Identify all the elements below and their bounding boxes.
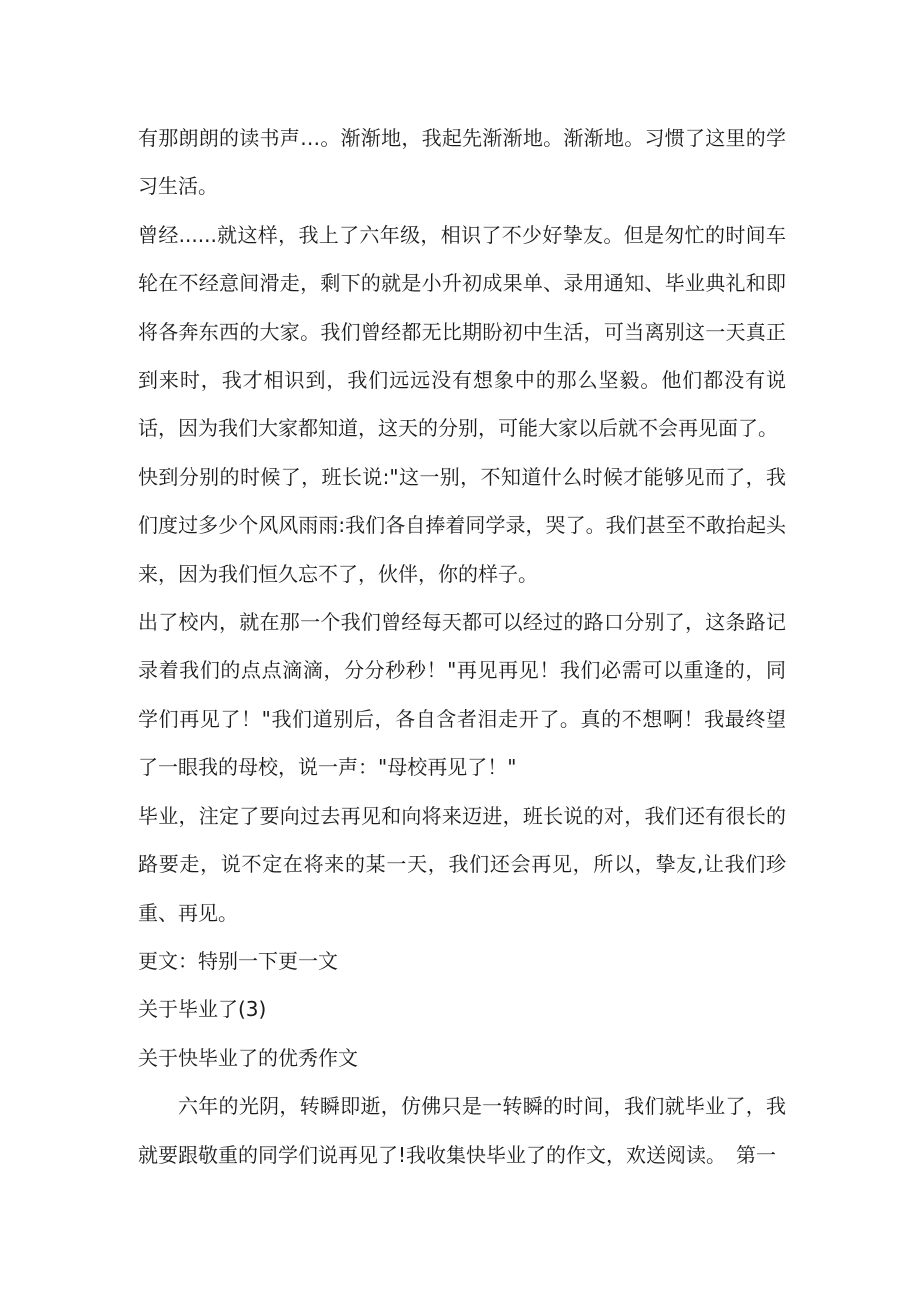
article-title: 关于快毕业了的优秀作文: [138, 1045, 358, 1070]
paragraph-reading-sounds: 有那朗朗的读书声…。渐渐地，我起先渐渐地。渐渐地。习惯了这里的学习生活。: [138, 126, 786, 199]
paragraph-sixth-grade: 曾经......就这样，我上了六年级，相识了不少好挚友。但是匆忙的时间车轮在不经意间滑走，剩下的就是小升初成果单、录用通知、毕业典礼和即将各奔东西的大家。我们曾经都无比期盼初中生活，可当离别这一天真正到来时，我才相识到，我们远远没有想象中的那么坚毅。他们都没有说话，因为我们大家都知道，这天的分别，可能大家以后就不会再见面了。: [138, 222, 786, 441]
paragraph-graduation: 毕业，注定了要向过去再见和向将来迈进，班长说的对，我们还有很长的路要走，说不定在将来的某一天，我们还会再见，所以，挚友,让我们珍重、再见。: [138, 803, 786, 925]
intro-paragraph: 六年的光阴，转瞬即逝，仿佛只是一转瞬的时间，我们就毕业了，我就要跟敬重的同学们说再见了!我收集快毕业了的作文，欢送阅读。 第一: [138, 1094, 786, 1167]
paragraph-class-monitor: 快到分别的时候了，班长说:"这一别，不知道什么时候才能够见而了，我们度过多少个风风雨雨:我们各自捧着同学录，哭了。我们甚至不敢抬起头来，因为我们恒久忘不了，伙伴，你的样子。: [138, 464, 786, 586]
note-line: 更文：特别一下更一文: [138, 948, 338, 973]
document-body: [138, 114, 786, 1179]
section-title: 关于毕业了(3): [138, 997, 267, 1022]
paragraph-leaving-school: 出了校内，就在那一个我们曾经每天都可以经过的路口分别了，这条路记录着我们的点点滴滴，分分秒秒！"再见再见！我们必需可以重逢的，同学们再见了！"我们道别后，各自含者泪走开了。真的不想啊！我最终望了一眼我的母校，说一声："母校再见了！": [138, 610, 786, 780]
